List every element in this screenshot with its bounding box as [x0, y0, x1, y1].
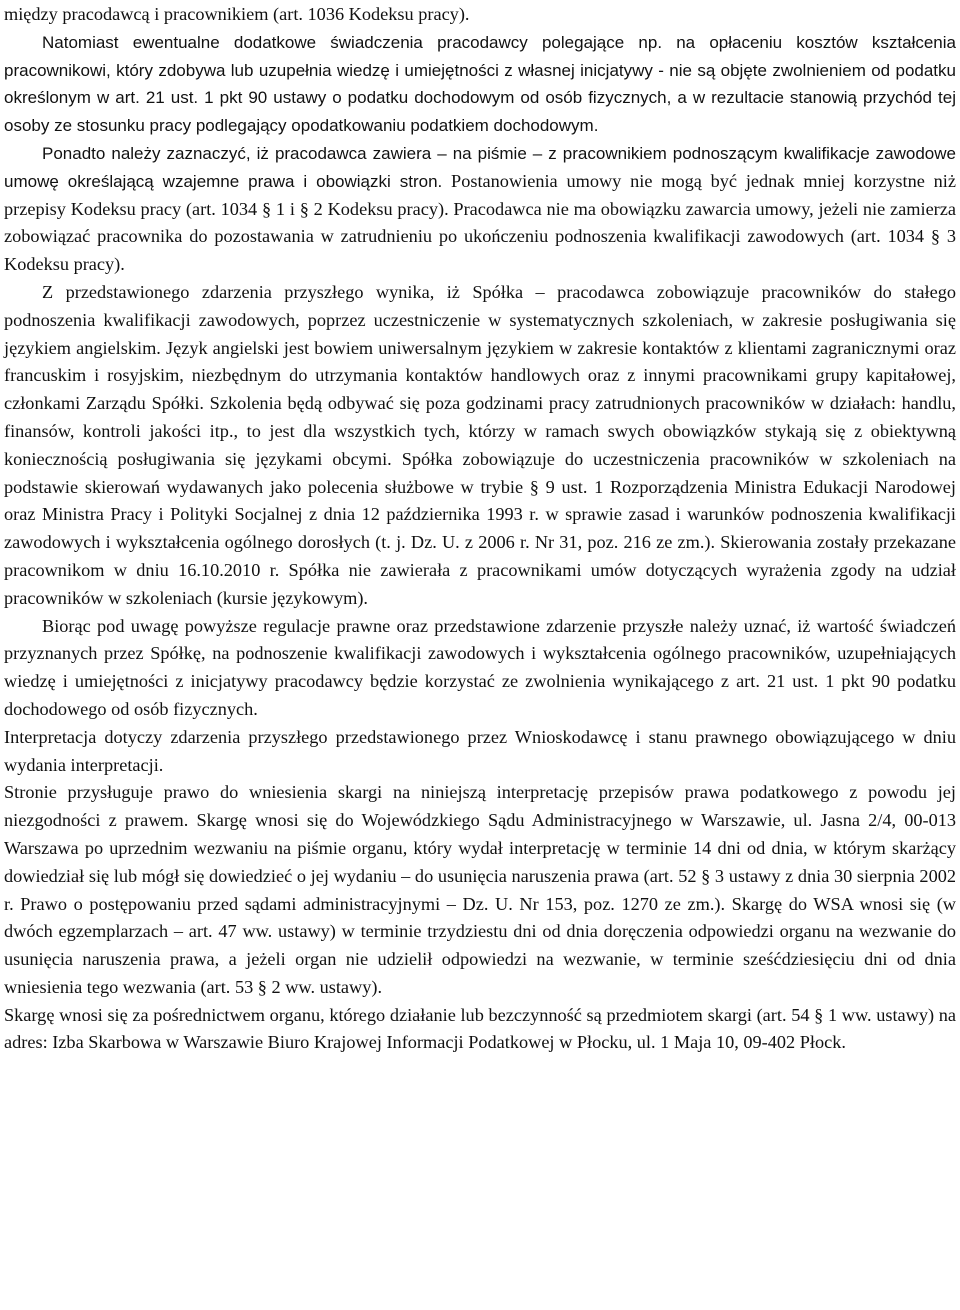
- paragraph-continuation: między pracodawcą i pracownikiem (art. 1036 Kodeksu pracy).: [4, 4, 470, 24]
- paragraph-appeal-address: Skargę wnosi się za pośrednictwem organu, którego działanie lub bezczynność są przedmiotem skargi (art. 54 § 1 ww. ustawy) na adres: Izba Skarbowa w Warszawie Biuro Krajowej Informacji Podatkowej w Płocku, ul. 1 Maja 10, 09-402 Płock.: [4, 1004, 956, 1053]
- paragraph-appeal-rights: Stronie przysługuje prawo do wniesienia skargi na niniejszą interpretację przepisów prawa podatkowego z powodu jej niezgodności z prawem. Skargę wnosi się do Wojewódzkiego Sądu Administracyjnego w Warszawie, ul. Jasna 2/4, 00-013 Warszawa po uprzednim wezwaniu na piśmie organu, który wydał interpretację w terminie 14 dni od dnia, w którym skarżący dowiedział się lub mógł się dowiedzieć o jej wydaniu – do usunięcia naruszenia prawa (art. 52 § 3 ustawy z dnia 30 sierpnia 2002 r. Prawo o postępowaniu przed sądami administracyjnymi – Dz. U. Nr 153, poz. 1270 ze zm.). Skargę do WSA wnosi się (w dwóch egzemplarzach – art. 47 ww. ustawy) w terminie trzydziestu dni od dnia doręczenia odpowiedzi organu na wezwanie do usunięcia naruszenia prawa, a jeżeli organ nie udzielił odpowiedzi na wezwanie, w terminie sześćdziesięciu dni od dnia wniesienia tego wezwania (art. 53 § 2 ww. ustawy).: [4, 782, 956, 997]
- paragraph-conclusion: Biorąc pod uwagę powyższe regulacje prawne oraz przedstawione zdarzenie przyszłe należy uznać, iż wartość świadczeń przyznanych przez Spółkę, na podnoszenie kwalifikacji zawodowych i wykształcenia ogólnego pracowników, uzupełniających wiedzę i umiejętności z inicjatywy pracodawcy będzie korzystać ze zwolnienia wynikającego z art. 21 ust. 1 pkt 90 podatku dochodowego od osób fizycznych.: [4, 615, 956, 719]
- paragraph-additional-benefits: Natomiast ewentualne dodatkowe świadczenia pracodawcy polegające np. na opłaceniu kosztów kształcenia pracownikowi, który zdobywa lub uzupełnia wiedzę i umiejętności z własnej inicjatywy - nie są objęte zwolnieniem od podatku określonym w art. 21 ust. 1 pkt 90 ustawy o podatku dochodowym od osób fizycznych, a w rezultacie stanowią przychód tej osoby ze stosunku pracy podlegający opodatkowaniu podatkiem dochodowym.: [4, 32, 956, 136]
- paragraph-training-agreement-rest: Postanowienia umowy nie mogą być jednak mniej korzystne niż przepisy Kodeksu pracy (art. 1034 § 1 i § 2 Kodeksu pracy). Pracodawca nie ma obowiązku zawarcia umowy, jeżeli nie zamierza zobowiązać pracownika do pozostawania w zatrudnieniu po ukończeniu podnoszenia kwalifikacji zawodowych (art. 1034 § 3 Kodeksu pracy).: [4, 170, 956, 275]
- paragraph-interpretation-scope: Interpretacja dotyczy zdarzenia przyszłego przedstawionego przez Wnioskodawcę i stanu prawnego obowiązującego w dniu wydania interpretacji.: [4, 726, 956, 775]
- paragraph-future-event: Z przedstawionego zdarzenia przyszłego wynika, iż Spółka – pracodawca zobowiązuje pracowników do stałego podnoszenia kwalifikacji zawodowych, poprzez uczestniczenie w systematycznych szkoleniach, w zakresie posługiwania się językiem angielskim. Język angielski jest bowiem uniwersalnym językiem w zakresie kontaktów z klientami zagranicznymi oraz francuskim i rosyjskim, niezbędnym do utrzymania kontaktów handlowych oraz z innymi pracownikami grupy kapitałowej, członkami Zarządu Spółki. Szkolenia będą odbywać się poza godzinami pracy zatrudnionych pracowników w działach: handlu, finansów, kontroli jakości itp., to jest dla wszystkich tych, którzy w ramach swych obowiązków stykają się z obiektywną koniecznością posługiwania się językami obcymi. Spółka zobowiązuje do uczestniczenia pracowników w szkoleniach na podstawie skierowań wydawanych jako polecenia służbowe w trybie § 9 ust. 1 Rozporządzenia Ministra Edukacji Narodowej oraz Ministra Pracy i Polityki Socjalnej z dnia 12 października 1993 r. w sprawie zasad i warunków podnoszenia kwalifikacji zawodowych i wykształcenia ogólnego dorosłych (t. j. Dz. U. z 2006 r. Nr 31, poz. 216 ze zm.). Skierowania zostały przekazane pracownikom w dniu 16.10.2010 r. Spółka nie zawierała z pracownikami umów dotyczących wyrażenia zgody na udział pracowników w szkoleniach (kursie językowym).: [4, 281, 956, 608]
- paragraph-training-agreement-intro: Ponadto należy zaznaczyć, iż pracodawca zawiera – na piśmie – z pracownikiem podnoszącym kwalifikacje zawodowe umowę określającą wzajemne prawa i obowiązki stron.: [4, 143, 956, 191]
- paragraph-training-agreement: [4, 140, 956, 279]
